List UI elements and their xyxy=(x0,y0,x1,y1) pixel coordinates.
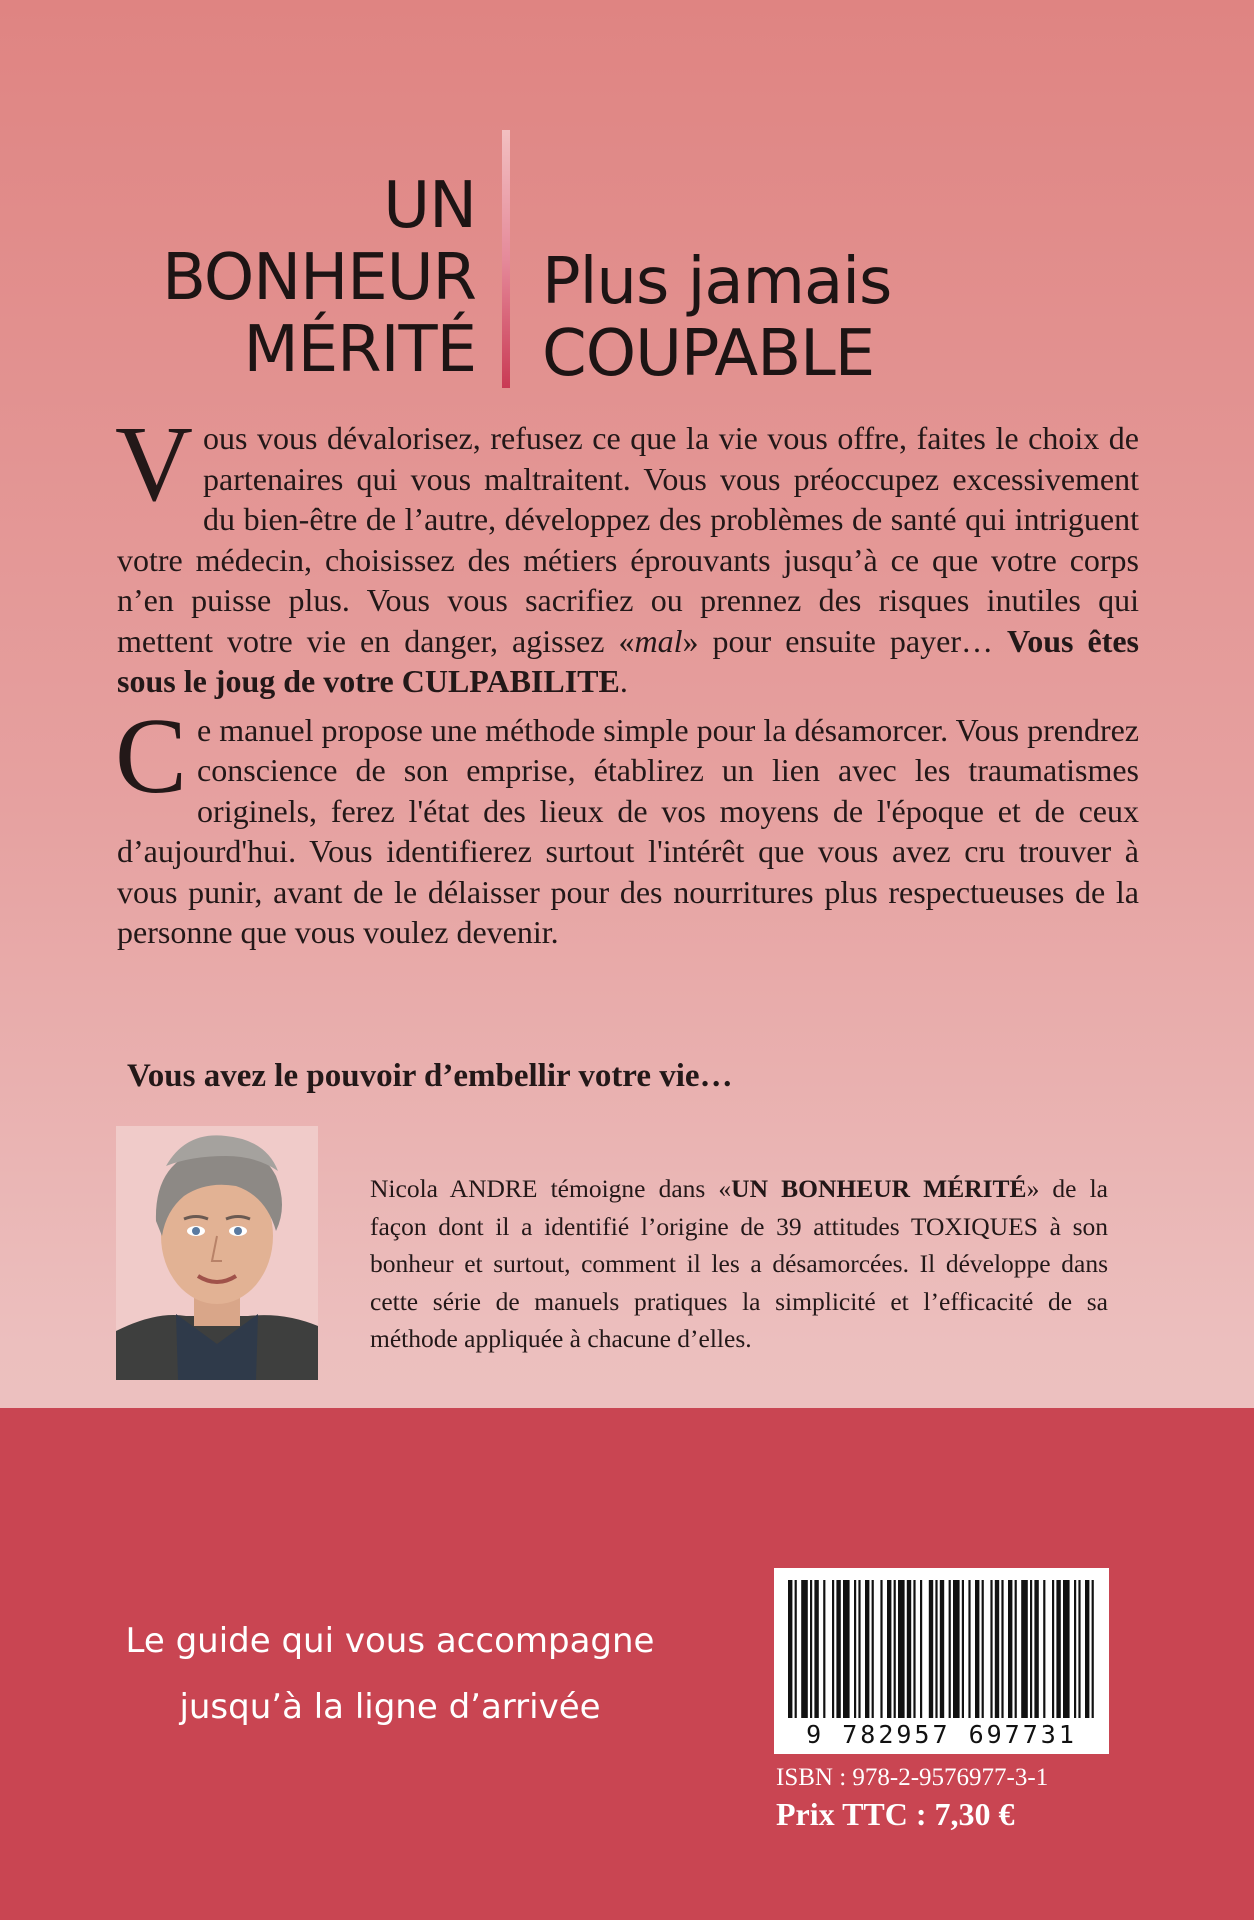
guide-line-2: jusqu’à la ligne d’arrivée xyxy=(179,1687,601,1727)
guide-line-1: Le guide qui vous accompagne xyxy=(125,1621,655,1661)
author-bio-bold: UN BONHEUR MÉRITÉ xyxy=(731,1174,1027,1203)
paragraph-1 xyxy=(115,405,1140,702)
title-divider xyxy=(502,130,510,388)
subtitle-coupable: COUPABLE xyxy=(542,317,875,391)
barcode-bars-icon xyxy=(774,1568,1109,1718)
paragraph-2 xyxy=(115,696,1139,953)
author-bio-text-a: Nicola ANDRE témoigne dans « xyxy=(370,1174,732,1203)
paragraph-1-text-b: » pour ensuite payer… xyxy=(682,622,1008,659)
author-photo xyxy=(116,1126,318,1380)
subtitle-plus-jamais: Plus jamais xyxy=(542,245,892,319)
blurb xyxy=(115,405,1140,961)
author-portrait-icon xyxy=(116,1126,318,1380)
paragraph-2-text: e manuel propose une méthode simple pour la désamorcer. Vous prendrez conscience de son emprise, établirez un lien avec les traumatismes originels, ferez l'état des lieux de vos moyens de l'époque et de ceux d’aujourd'hui. Vous identifierez surtout l'intérêt que vous avez cru trouver à vous punir, avant de le délaisser pour des nourritures plus respectueuses de la personne que vous voulez devenir. xyxy=(117,711,1139,950)
title-merite: MÉRITÉ xyxy=(243,313,476,387)
price: Prix TTC : 7,30 € xyxy=(776,1796,1015,1832)
dropcap-v: V xyxy=(115,405,193,524)
author-bio xyxy=(370,1170,1108,1358)
paragraph-1-text-a: ous vous dévalorisez, refusez ce que la vie vous offre, faites le choix de partenaires qui vous maltraitent. Vous vous préoccupez excessivement du bien-être de l’autre, développez des problèmes de santé qui intriguent votre médecin, choisissez des métiers éprouvants jusqu’à ce que votre corps n’en puisse plus. Vous vous sacrifiez ou prennez des risques inutiles qui mettent votre vie en danger, agissez « xyxy=(117,420,1139,659)
tagline: Vous avez le pouvoir d’embellir votre vie… xyxy=(127,1058,733,1094)
title-block-left xyxy=(162,170,476,386)
barcode xyxy=(774,1568,1109,1754)
title-bonheur: BONHEUR xyxy=(162,241,476,315)
paragraph-1-bold: Vous êtes sous le joug de votre CULPABILITE xyxy=(117,622,1140,699)
paragraph-1-italic: mal xyxy=(634,622,683,659)
barcode-digits: 9 782957 697731 xyxy=(806,1720,1077,1749)
author-bio-text-b: » de la façon dont il a identifié l’origine de 39 attitudes TOXIQUES à son bonheur et surtout, comment il les a désamorcées. Il développe dans cette série de manuels pratiques la simplicité et l’efficacité de sa méthode appliquée à chacune d’elles. xyxy=(370,1174,1108,1353)
paragraph-1-end: . xyxy=(619,663,628,699)
title-un: UN xyxy=(383,169,476,243)
guide-slogan xyxy=(100,1608,680,1740)
isbn: ISBN : 978-2-9576977-3-1 xyxy=(776,1764,1049,1791)
title-block-right xyxy=(542,246,891,390)
dropcap-c: C xyxy=(115,696,188,816)
